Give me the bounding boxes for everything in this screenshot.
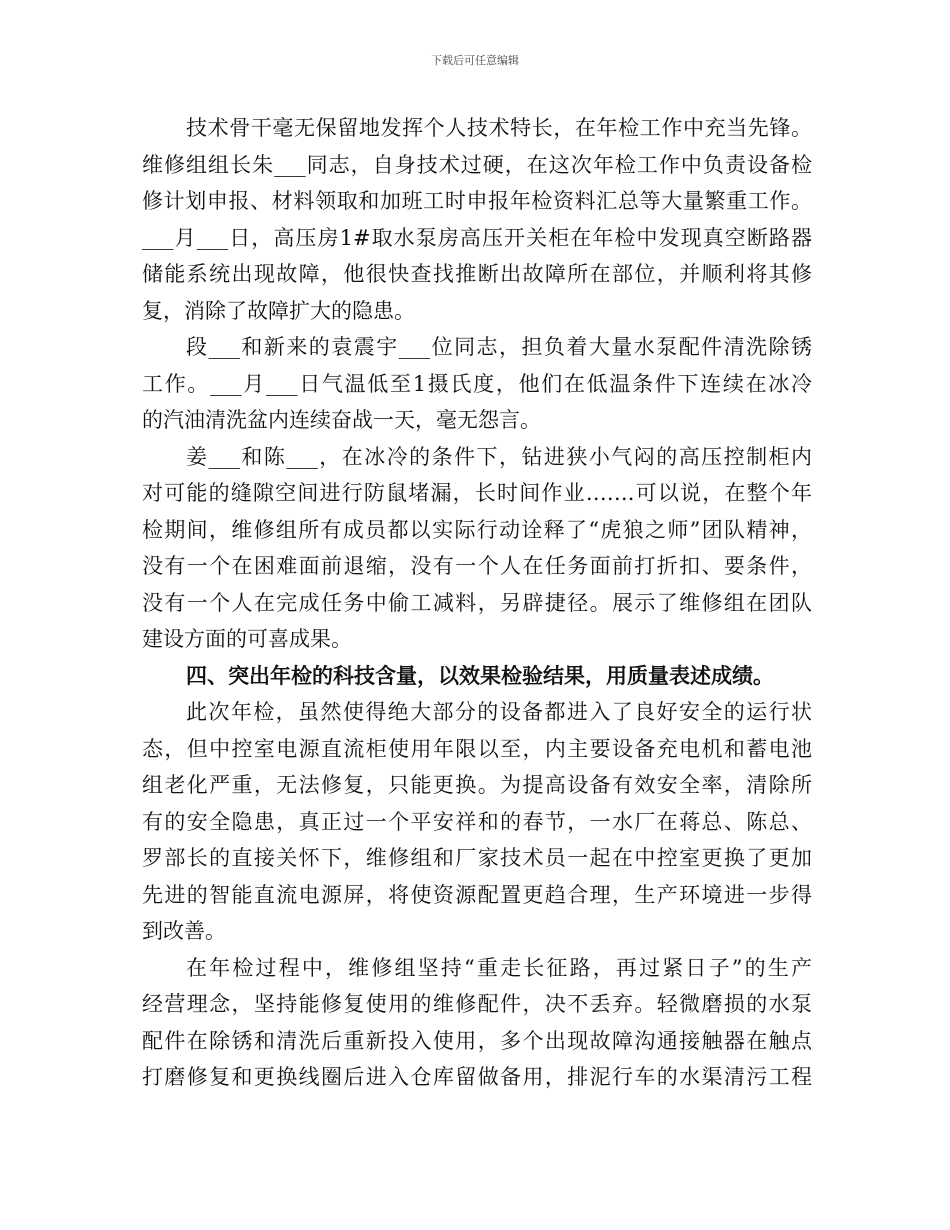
text-line: 修计划申报、材料领取和加班工时申报年检资料汇总等大量繁重工作。 (142, 189, 812, 213)
text-line: 工作。___月___日气温低至1摄氏度，他们在低温条件下连续在冰冷 (142, 371, 812, 396)
text-line: 复，消除了故障扩大的隐患。 (142, 298, 415, 323)
text-line: 态，但中控室电源直流柜使用年限以至，内主要设备充电机和蓄电池 (142, 736, 812, 761)
text-line: 对可能的缝隙空间进行防鼠堵漏，长时间作业…….可以说，在整个年 (142, 481, 812, 505)
text-line: 储能系统出现故障，他很快查找推断出故障所在部位，并顺利将其修 (142, 262, 812, 286)
page-header: 下载后可任意编辑 (431, 54, 519, 67)
text-line: 没有一个在困难面前退缩，没有一个人在任务面前打折扣、要条件， (142, 554, 812, 578)
text-line: 先进的智能直流电源屏，将使资源配置更趋合理，生产环境进一步得 (142, 882, 812, 907)
text-line: 段___和新来的袁震宇___位同志，担负着大量水泵配件清洗除锈 (186, 335, 812, 359)
text-line: 罗部长的直接关怀下，维修组和厂家技术员一起在中控室更换了更加 (142, 846, 812, 870)
document-body (142, 110, 812, 1096)
text-line: 到改善。 (142, 919, 226, 943)
text-line: 没有一个人在完成任务中偷工减料，另辟捷径。展示了维修组在团队 (142, 590, 812, 615)
section-heading: 四、突出年检的科技含量，以效果检验结果，用质量表述成绩。 (186, 662, 774, 688)
text-line: 在年检过程中，维修组坚持“重走长征路，再过紧日子”的生产 (186, 955, 812, 980)
text-line: 此次年检，虽然使得绝大部分的设备都进入了良好安全的运行状 (186, 700, 812, 724)
text-line: 打磨修复和更换线圈后进入仓库留做备用，排泥行车的水渠清污工程 (142, 1065, 812, 1089)
text-line: 经营理念，坚持能修复使用的维修配件，决不丢弃。轻微磨损的水泵 (142, 992, 812, 1016)
text-line: 姜___和陈___，在冰冷的条件下，钻进狭小气闷的高压控制柜内 (186, 444, 812, 469)
text-line: 的汽油清洗盆内连续奋战一天，毫无怨言。 (142, 408, 541, 432)
text-line: 检期间，维修组所有成员都以实际行动诠释了“虎狼之师”团队精神， (142, 517, 812, 542)
text-line: 维修组组长朱___同志，自身技术过硬，在这次年检工作中负责设备检 (142, 152, 812, 177)
text-line: 组老化严重，无法修复，只能更换。为提高设备有效安全率，清除所 (142, 773, 812, 797)
text-line: 配件在除锈和清洗后重新投入使用，多个出现故障沟通接触器在触点 (142, 1028, 812, 1053)
text-line: 建设方面的可喜成果。 (142, 627, 352, 651)
text-line: 技术骨干毫无保留地发挥个人技术特长，在年检工作中充当先锋。 (186, 116, 812, 140)
text-line: ___月___日，高压房1#取水泵房高压开关柜在年检中发现真空断路器 (142, 225, 812, 250)
text-line: 有的安全隐患，真正过一个平安祥和的春节，一水厂在蒋总、陈总、 (142, 809, 812, 834)
